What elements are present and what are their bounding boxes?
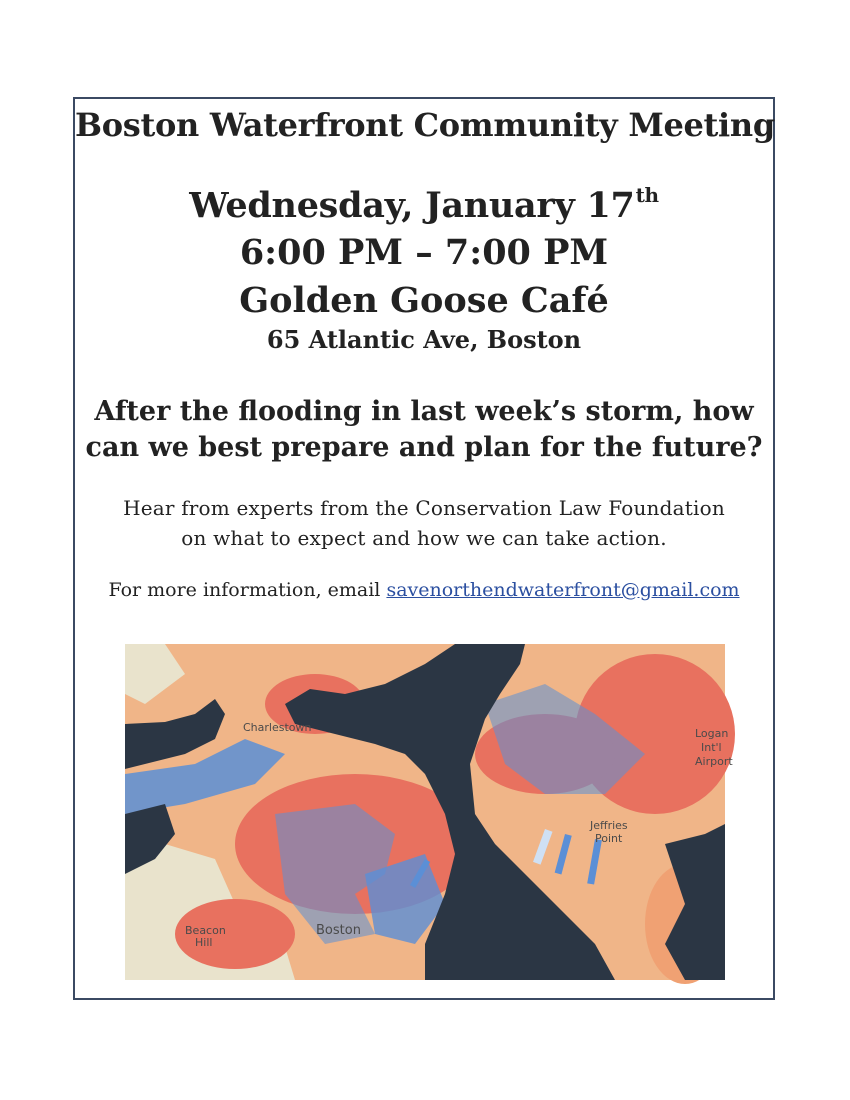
label-jeffries-1: Jeffries (590, 819, 628, 832)
experts-text (75, 493, 773, 553)
label-beacon-1: Beacon (185, 924, 226, 937)
headline: Boston Waterfront Community Meeting (75, 106, 775, 144)
label-beacon-2: Hill (195, 936, 213, 949)
question-line-2: can we best prepare and plan for the future? (85, 432, 763, 463)
label-logan-1: Logan (695, 727, 729, 740)
label-charlestown: Charlestown (243, 721, 312, 734)
event-date-text: Wednesday, January 17 (189, 185, 635, 226)
flyer-frame (73, 97, 775, 1000)
event-address: 65 Atlantic Ave, Boston (266, 325, 582, 354)
label-logan-2: Int'l (701, 741, 722, 754)
event-time: 6:00 PM – 7:00 PM (239, 232, 609, 273)
label-jeffries-2: Point (595, 832, 623, 845)
contact-line (75, 579, 773, 601)
label-logan-3: Airport (695, 755, 733, 768)
experts-line-2: on what to expect and how we can take action. (181, 526, 667, 550)
label-boston: Boston (316, 923, 361, 938)
flood-risk-map (125, 644, 733, 980)
experts-line-1: Hear from experts from the Conservation Law Foundation (123, 496, 725, 520)
contact-prefix: For more information, email (108, 579, 387, 601)
event-date (75, 185, 773, 226)
contact-email-link[interactable]: savenorthendwaterfront@gmail.com (386, 579, 740, 601)
event-venue: Golden Goose Café (239, 280, 609, 321)
flood-map-svg (125, 644, 733, 980)
question-line-1: After the flooding in last week’s storm, how (94, 396, 754, 427)
event-date-suffix: th (635, 183, 659, 207)
question-text (75, 394, 773, 466)
